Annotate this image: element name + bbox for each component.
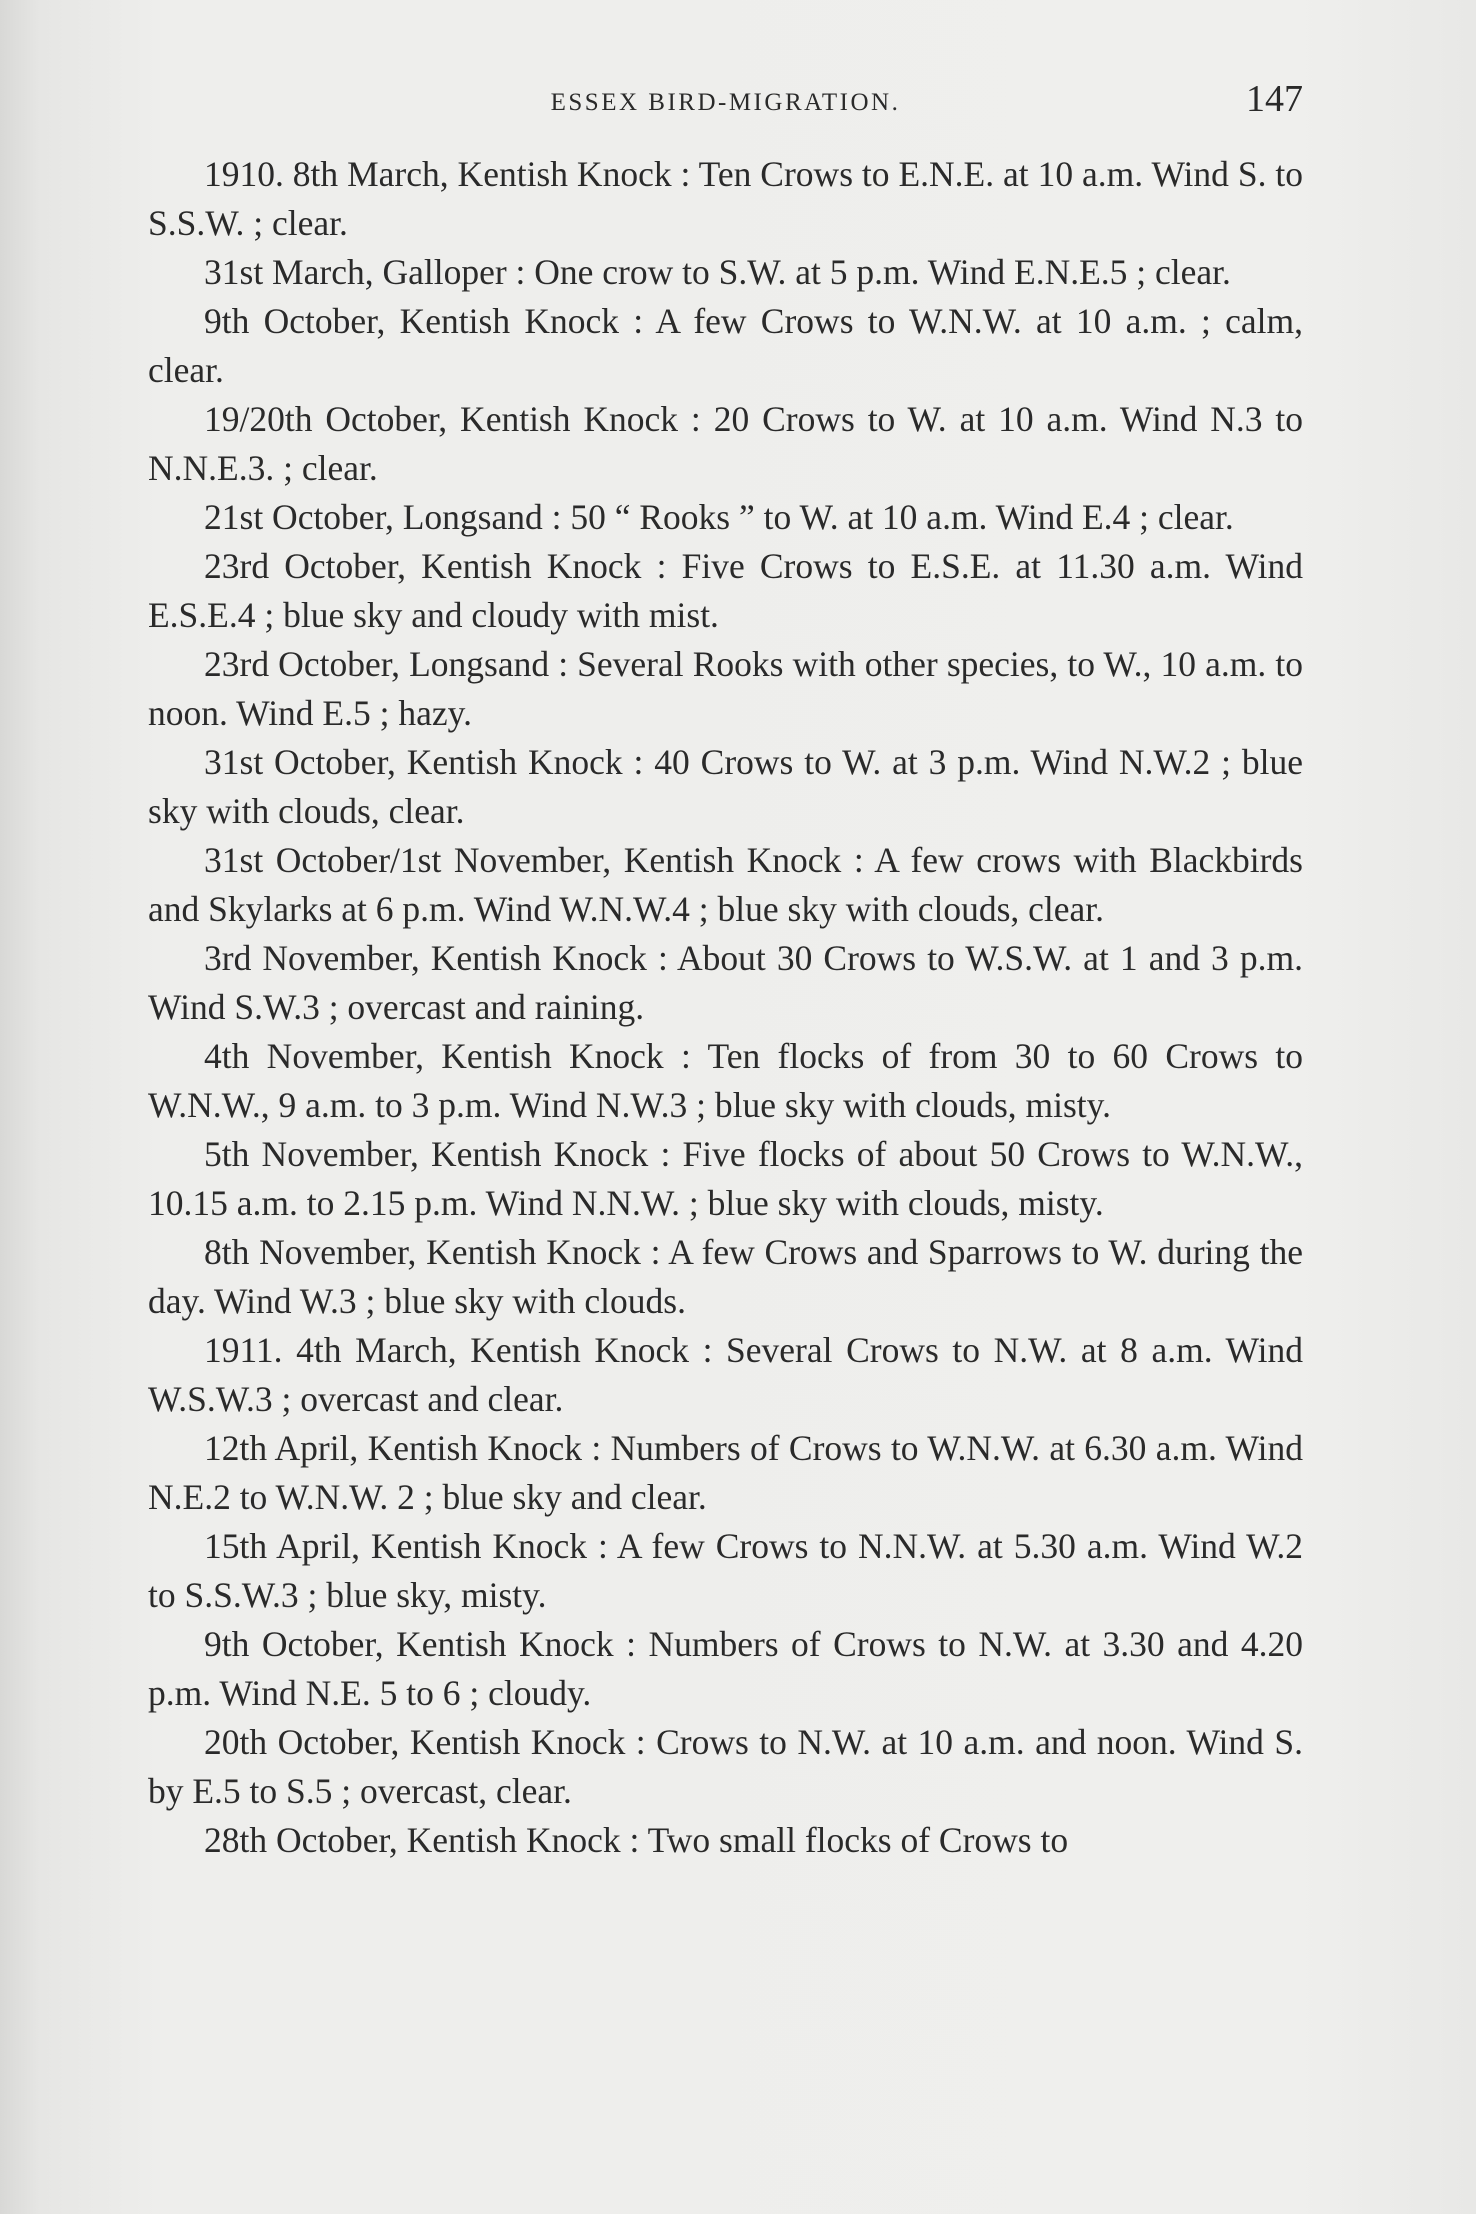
- migration-entry: 1911. 4th March, Kentish Knock : Several Crows to N.W. at 8 a.m. Wind W.S.W.3 ; overcast and clear.: [148, 1330, 1303, 1419]
- running-title: ESSEX BIRD-MIGRATION.: [550, 89, 901, 116]
- migration-entry: 21st October, Longsand : 50 “ Rooks ” to W. at 10 a.m. Wind E.4 ; clear.: [204, 497, 1234, 537]
- migration-entry: 28th October, Kentish Knock : Two small flocks of Crows to: [204, 1820, 1069, 1860]
- migration-entry: 31st October/1st November, Kentish Knock : A few crows with Blackbirds and Skylarks at 6 p.m. Wind W.N.W.4 ; blue sky with clouds, clear.: [148, 840, 1303, 929]
- migration-entry: 3rd November, Kentish Knock : About 30 Crows to W.S.W. at 1 and 3 p.m. Wind S.W.3 ; overcast and raining.: [148, 938, 1303, 1027]
- page-number: 147: [1246, 78, 1303, 120]
- migration-entry: 9th October, Kentish Knock : Numbers of Crows to N.W. at 3.30 and 4.20 p.m. Wind N.E. 5 to 6 ; cloudy.: [148, 1624, 1303, 1713]
- migration-entry: 15th April, Kentish Knock : A few Crows to N.N.W. at 5.30 a.m. Wind W.2 to S.S.W.3 ; blue sky, misty.: [148, 1526, 1303, 1615]
- migration-entry: 5th November, Kentish Knock : Five flocks of about 50 Crows to W.N.W., 10.15 a.m. to 2.15 p.m. Wind N.N.W. ; blue sky with clouds, misty.: [148, 1134, 1303, 1223]
- migration-entry: 20th October, Kentish Knock : Crows to N.W. at 10 a.m. and noon. Wind S. by E.5 to S.5 ; overcast, clear.: [148, 1722, 1303, 1811]
- migration-entry: 8th November, Kentish Knock : A few Crows and Sparrows to W. during the day. Wind W.3 ; blue sky with clouds.: [148, 1232, 1303, 1321]
- migration-entry: 9th October, Kentish Knock : A few Crows to W.N.W. at 10 a.m. ; calm, clear.: [148, 301, 1303, 390]
- migration-entry: 31st March, Galloper : One crow to S.W. at 5 p.m. Wind E.N.E.5 ; clear.: [204, 252, 1231, 292]
- migration-entry: 4th November, Kentish Knock : Ten flocks of from 30 to 60 Crows to W.N.W., 9 a.m. to 3 p.m. Wind N.W.3 ; blue sky with clouds, misty.: [148, 1036, 1303, 1125]
- migration-entry: 12th April, Kentish Knock : Numbers of Crows to W.N.W. at 6.30 a.m. Wind N.E.2 to W.N.W. 2 ; blue sky and clear.: [148, 1428, 1303, 1517]
- migration-entry: 23rd October, Kentish Knock : Five Crows to E.S.E. at 11.30 a.m. Wind E.S.E.4 ; blue sky and cloudy with mist.: [148, 546, 1303, 635]
- migration-entry: 23rd October, Longsand : Several Rooks with other species, to W., 10 a.m. to noon. Wind E.5 ; hazy.: [148, 644, 1303, 733]
- running-head: [148, 78, 1303, 128]
- migration-entry: 31st October, Kentish Knock : 40 Crows to W. at 3 p.m. Wind N.W.2 ; blue sky with clouds, clear.: [148, 742, 1303, 831]
- migration-entry: 1910. 8th March, Kentish Knock : Ten Crows to E.N.E. at 10 a.m. Wind S. to S.S.W. ; clear.: [148, 154, 1303, 243]
- body-text: [148, 150, 1303, 1865]
- migration-entry: 19/20th October, Kentish Knock : 20 Crows to W. at 10 a.m. Wind N.3 to N.N.E.3. ; clear.: [148, 399, 1303, 488]
